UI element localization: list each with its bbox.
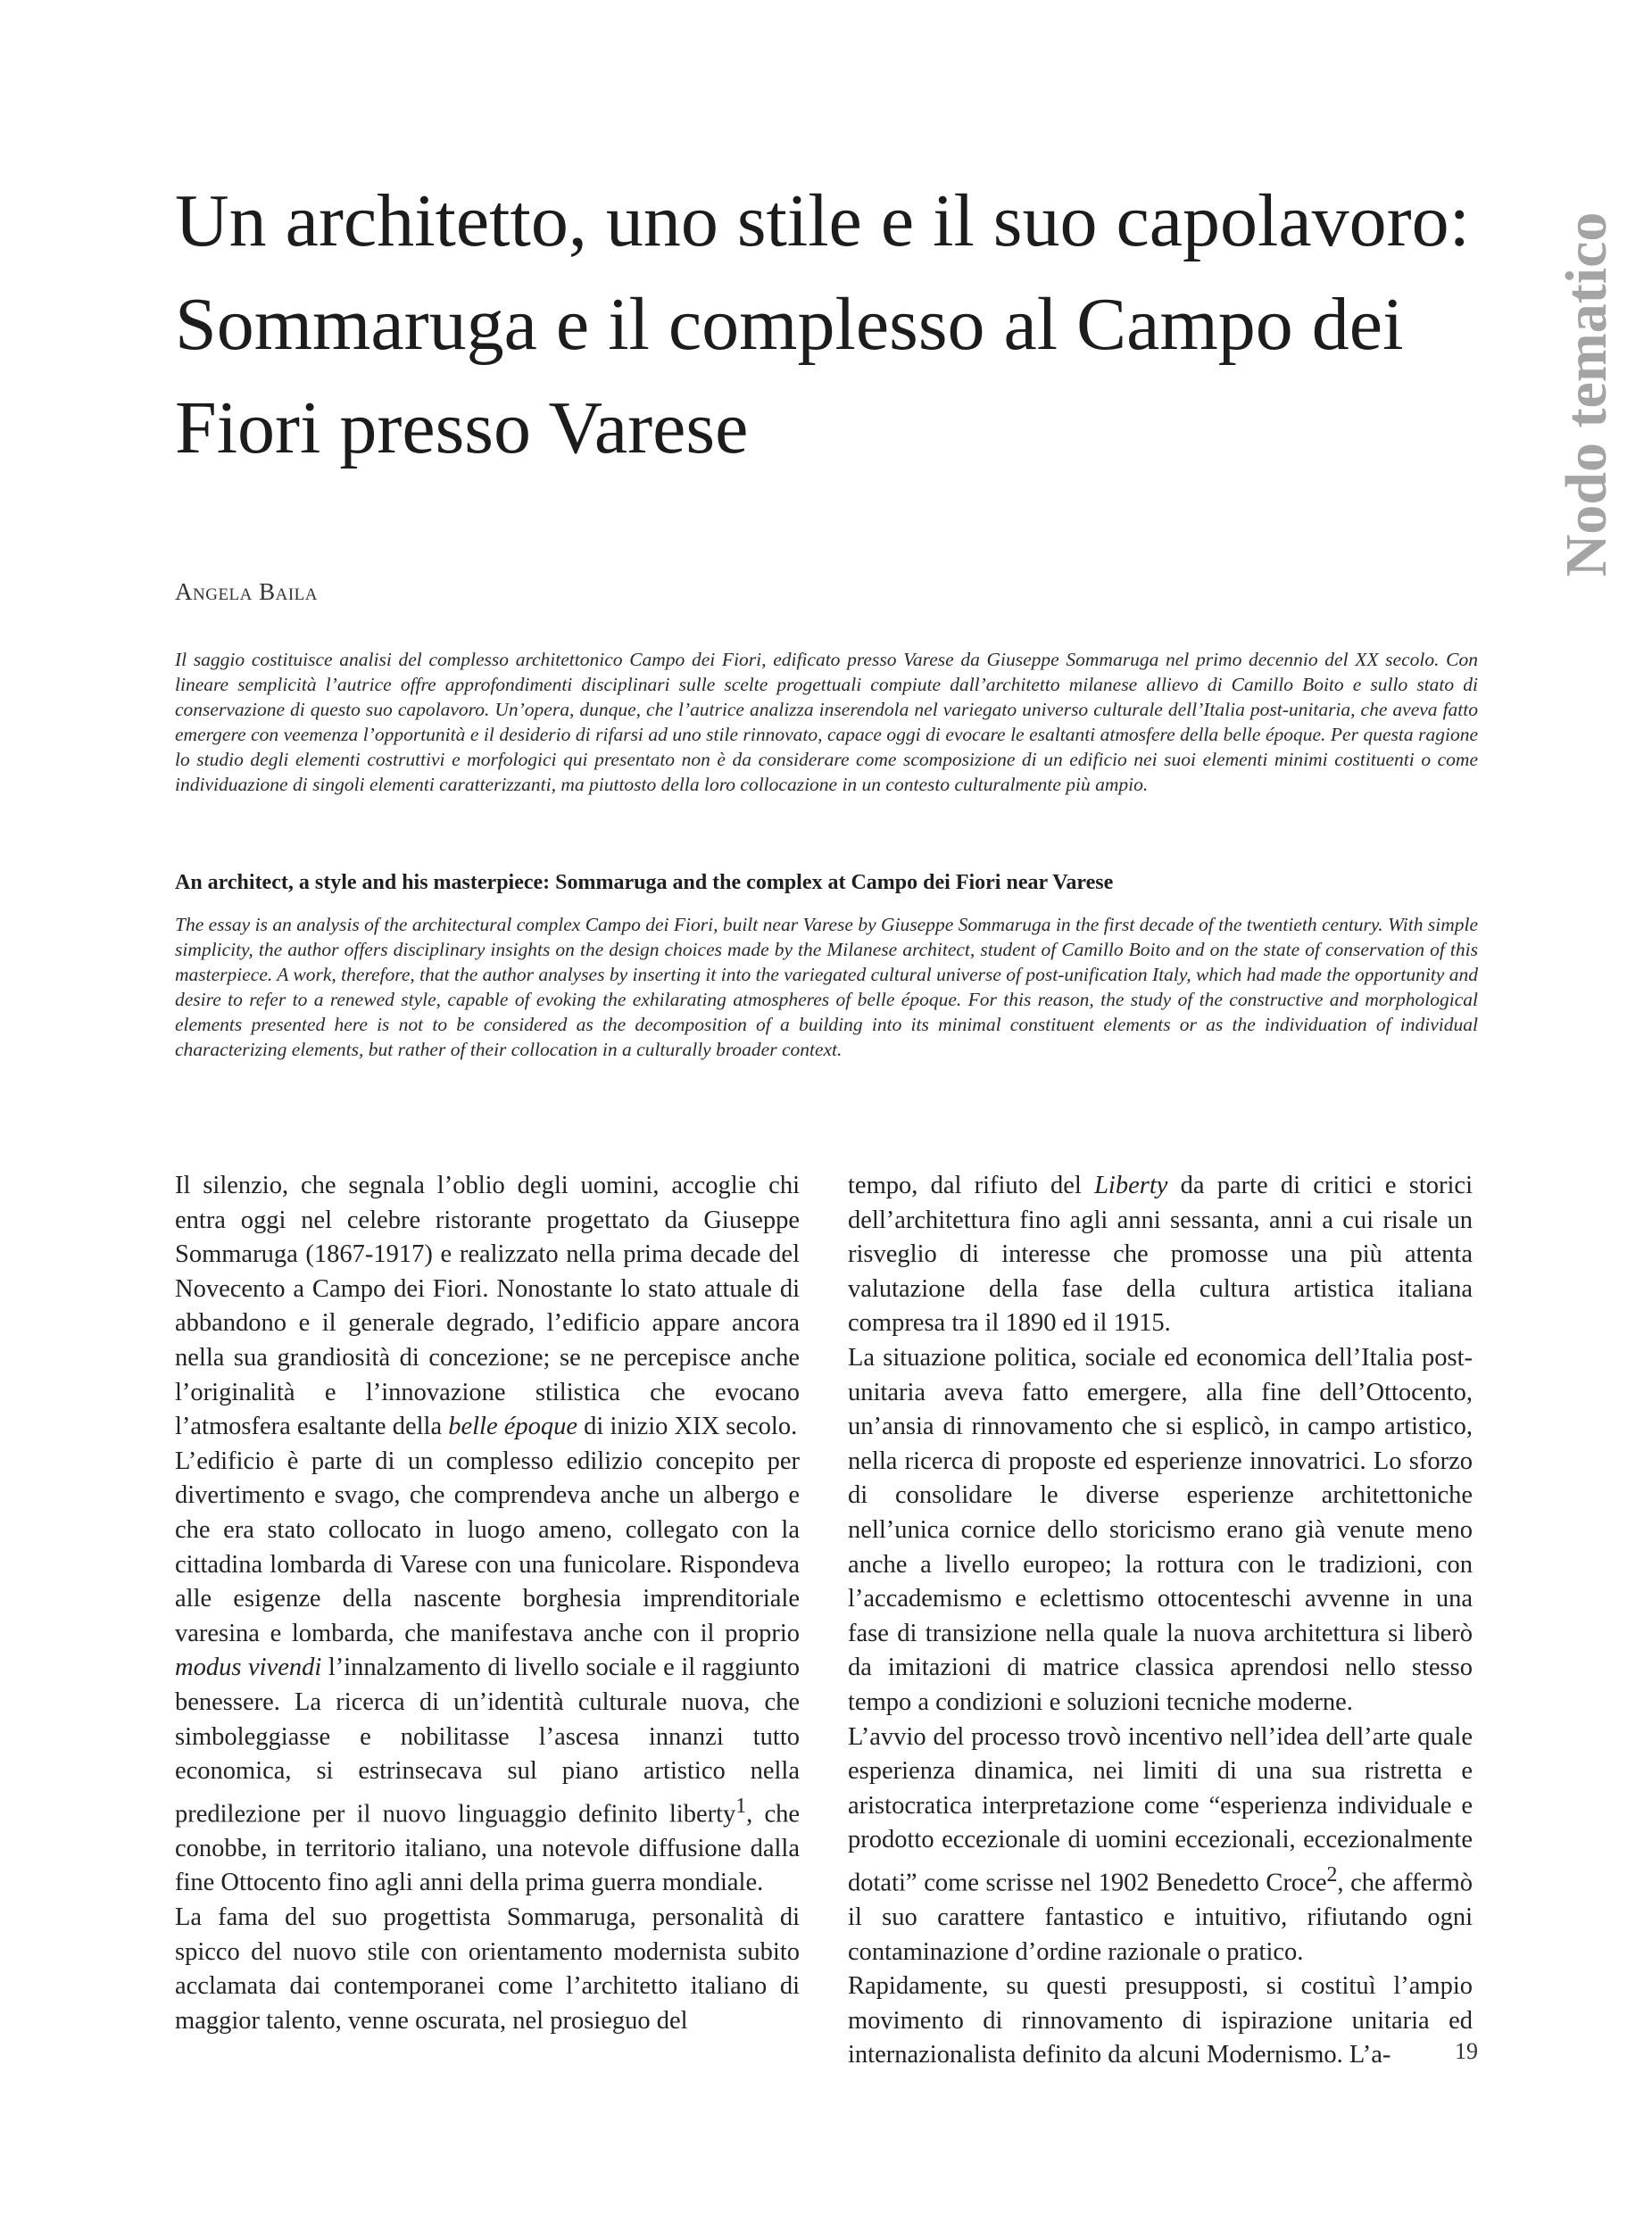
- article-title: Un architetto, uno stile e il suo capolavoro: Sommaruga e il complesso al Campo dei Fiori presso Varese: [175, 179, 1470, 469]
- body-column-right: [848, 1169, 1473, 2073]
- page-number: 19: [1455, 2038, 1478, 2064]
- english-title: An architect, a style and his masterpiece: Sommaruga and the complex at Campo dei Fiori near Varese: [175, 871, 1114, 894]
- body-paragraph: La situazione politica, sociale ed economica dell’Italia post-unitaria aveva fatto emergere, alla fine dell’Ottocento, un’ansia di rinnovamento che si esplicò, in campo artistico, nella ricerca di proposte ed esperienze innovatrici. Lo sforzo di consolidare le diverse esperienze architettoniche nell’unica cornice dello storicismo erano già venute meno anche a livello europeo; la rottura con le tradizioni, con l’accademismo e eclettismo ottocenteschi avvenne in una fase di transizione nella quale la nuova architettura si liberò da imitazioni di matrice classica aprendosi nello stesso tempo a condizioni e soluzioni tecniche moderne.: [848, 1343, 1473, 1716]
- body-column-left: [175, 1169, 800, 2038]
- body-paragraph: L’edificio è parte di un complesso edilizio concepito per divertimento e svago, che comprendeva anche un albergo e che era stato collocato in luogo ameno, collegato con la cittadina lombarda di Varese con una funicolare. Rispondeva alle esigenze della nascente borghesia imprenditoriale varesina e lombarda, che manifestava anche con il proprio modus vivendi l’innalzamento di livello sociale e il raggiunto benessere. La ricerca di un’identità culturale nuova, che simboleggiasse e nobilitasse l’ascesa innanzi tutto economica, si estrinsecava sul piano artistico nella predilezione per il nuovo linguaggio definito liberty$^1$, che conobbe, in territorio italiano, una notevole diffusione dalla fine Ottocento fino agli anni della prima guerra mondiale.: [175, 1447, 800, 1897]
- abstract-italian: Il saggio costituisce analisi del complesso architettonico Campo dei Fiori, edificato presso Varese da Giuseppe Sommaruga nel primo decennio del XX secolo. Con lineare semplicità l’autrice offre approfondimenti disciplinari sulle scelte progettuali compiute dall’architetto milanese allievo di Camillo Boito e sullo stato di conservazione di questo suo capolavoro. Un’opera, dunque, che l’autrice analizza inserendola nel variegato universo culturale dell’Italia post-unitaria, che aveva fatto emergere con veemenza l’opportunità e il desiderio di rifarsi ad uno stile rinnovato, capace oggi di evocare le esaltanti atmosfere della belle époque. Per questa ragione lo studio degli elementi costruttivi e morfologici qui presentato non è da considerare come scomposizione di un edificio nei suoi elementi minimi costituenti o come individuazione di singoli elementi caratterizzanti, ma piuttosto della loro collocazione in un contesto culturalmente più ampio.: [175, 649, 1478, 795]
- section-side-label-text: Nodo tematico: [1554, 211, 1619, 577]
- abstract-english: The essay is an analysis of the architectural complex Campo dei Fiori, built near Varese by Giuseppe Sommaruga in the first decade of the twentieth century. With simple simplicity, the author offers disciplinary insights on the design choices made by the Milanese architect, student of Camillo Boito and on the state of conservation of this masterpiece. A work, therefore, that the author analyses by inserting it into the variegated cultural universe of post-unification Italy, which had made the opportunity and desire to refer to a renewed style, capable of evoking the exhilarating atmospheres of belle époque. For this reason, the study of the constructive and morphological elements presented here is not to be considered as the decomposition of a building into its minimal constituent elements or as the individuation of individual characterizing elements, but rather of their collocation in a culturally broader context.: [175, 914, 1478, 1060]
- footnote-ref-2[interactable]: 2: [1326, 1862, 1338, 1886]
- footnote-ref-1[interactable]: 1: [735, 1794, 747, 1818]
- body-paragraph: Rapidamente, su questi presupposti, si costituì l’ampio movimento di rinnovamento di ispirazione unitaria ed internazionalista definito da alcuni Modernismo. L’a-: [848, 1972, 1473, 2069]
- section-side-label: [1546, 207, 1628, 582]
- body-paragraph: La fama del suo progettista Sommaruga, personalità di spicco del nuovo stile con orientamento modernista subito acclamata dai contemporanei come l’architetto italiano di maggior talento, venne oscurata, nel prosieguo del: [175, 1903, 800, 2035]
- body-paragraph: tempo, dal rifiuto del Liberty da parte di critici e storici dell’architettura fino agli anni sessanta, anni a cui risale un risveglio di interesse che promosse una più attenta valutazione della fase della cultura artistica italiana compresa tra il 1890 ed il 1915.: [848, 1172, 1474, 1338]
- body-paragraph: L’avvio del processo trovò incentivo nell’idea dell’arte quale esperienza dinamica, nei limiti di una sua ristretta e aristocratica interpretazione come “esperienza individuale e prodotto eccezionale di uomini eccezionali, eccezionalmente dotati” come scrisse nel 1902 Benedetto Croce$^2$, che affermò il suo carattere fantastico e intuitivo, rifiutando ogni contaminazione d’ordine razionale o pratico.: [848, 1722, 1473, 1966]
- body-paragraph: Il silenzio, che segnala l’oblio degli uomini, accoglie chi entra oggi nel celebre ristorante progettato da Giuseppe Sommaruga (1867-1917) e realizzato nella prima decade del Novecento a Campo dei Fiori. Nonostante lo stato attuale di abbandono e il generale degrado, l’edificio appare ancora nella sua grandiosità di concezione; se ne percepisce anche l’originalità e l’innovazione stilistica che evocano l’atmosfera esaltante della belle époque di inizio XIX secolo.: [175, 1172, 800, 1441]
- author-name: Angela Baila: [175, 578, 319, 605]
